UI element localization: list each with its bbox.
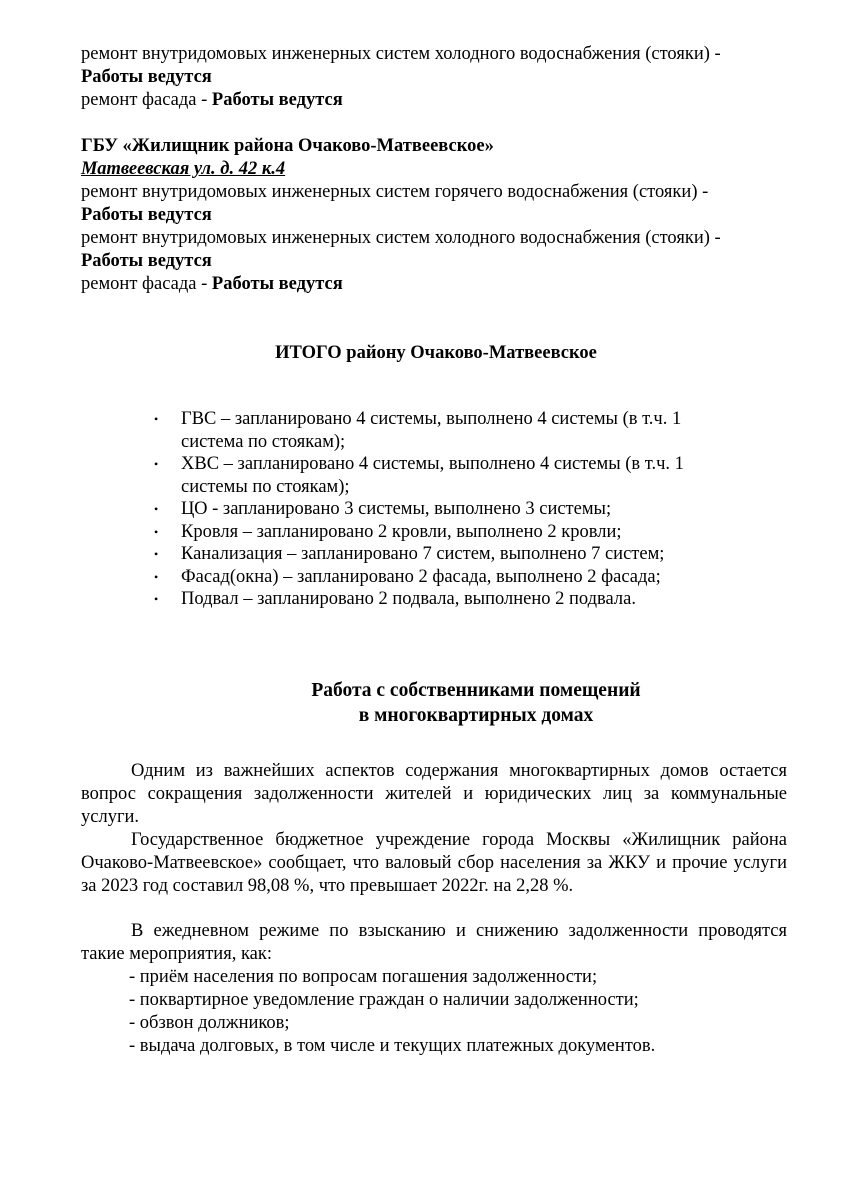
list-item: • ГВС – запланировано 4 системы, выполнено 4 системы (в т.ч. 1 система по стоякам); bbox=[154, 409, 682, 452]
status-line: Работы ведутся bbox=[81, 251, 212, 271]
gbu-section bbox=[81, 135, 801, 296]
bullet-icon: • bbox=[154, 412, 159, 426]
bullet-icon: • bbox=[154, 457, 159, 471]
list-item: - поквартирное уведомление граждан о наличии задолженности; bbox=[129, 990, 639, 1010]
bullet-icon: • bbox=[154, 569, 159, 584]
list-item: - обзвон должников; bbox=[129, 1013, 290, 1033]
status-line: Работы ведутся bbox=[81, 67, 212, 87]
top-section bbox=[81, 43, 801, 112]
address: Матвеевская ул. д. 42 к.4 bbox=[81, 159, 286, 179]
bullet-icon: • bbox=[154, 592, 159, 606]
repair-cold-water-line: ремонт внутридомовых инженерных систем холодного водоснабжения (стояки) - bbox=[81, 44, 721, 64]
list-item: - приём населения по вопросам погашения задолженности; bbox=[129, 967, 598, 987]
list-item: • Фасад(окна) – запланировано 2 фасада, выполнено 2 фасада; bbox=[154, 566, 661, 587]
list-item: • ХВС – запланировано 4 системы, выполнено 4 системы (в т.ч. 1 системы по стоякам); bbox=[154, 454, 684, 497]
repair-hot-water-line: ремонт внутридомовых инженерных систем горячего водоснабжения (стояки) - bbox=[81, 182, 709, 202]
bullet-icon: • bbox=[154, 524, 159, 539]
bullet-icon: • bbox=[154, 547, 159, 561]
list-item: • Кровля – запланировано 2 кровли, выполнено 2 кровли; bbox=[154, 521, 622, 542]
status-line: Работы ведутся bbox=[81, 205, 212, 225]
list-item: • Канализация – запланировано 7 систем, выполнено 7 систем; bbox=[154, 544, 665, 564]
measures-list bbox=[129, 966, 789, 1058]
paragraph-3: В ежедневном режиме по взысканию и снижению задолженности проводятся такие мероприятия, как: bbox=[81, 921, 787, 964]
list-item: - выдача долговых, в том числе и текущих платежных документов. bbox=[129, 1036, 656, 1056]
totals-title: ИТОГО району Очаково-Матвеевское bbox=[275, 343, 597, 363]
bullet-icon: • bbox=[154, 502, 159, 516]
repair-facade-line: ремонт фасада - Работы ведутся bbox=[81, 90, 343, 110]
paragraph-2: Государственное бюджетное учреждение города Москвы «Жилищник района Очаково-Матвеевское» сообщает, что валовый сбор населения за ЖКУ и прочие услуги за 2023 год составил 98,08 %, что превышает 2022г. на 2,28 %. bbox=[81, 830, 787, 896]
paragraph-1: Одним из важнейших аспектов содержания многоквартирных домов остается вопрос сокращения задолженности жителей и юридических лиц за коммунальные услуги. bbox=[81, 761, 787, 827]
totals-list bbox=[150, 408, 790, 611]
repair-cold-water-line: ремонт внутридомовых инженерных систем холодного водоснабжения (стояки) - bbox=[81, 228, 721, 248]
list-item: • Подвал – запланировано 2 подвала, выполнено 2 подвала. bbox=[154, 589, 636, 609]
repair-facade-line: ремонт фасада - Работы ведутся bbox=[81, 274, 343, 294]
section-heading: Работа с собственниками помещений в многоквартирных домах bbox=[311, 680, 641, 726]
list-item: • ЦО - запланировано 3 системы, выполнено 3 системы; bbox=[154, 499, 612, 519]
org-title: ГБУ «Жилищник района Очаково-Матвеевское» bbox=[81, 136, 494, 156]
